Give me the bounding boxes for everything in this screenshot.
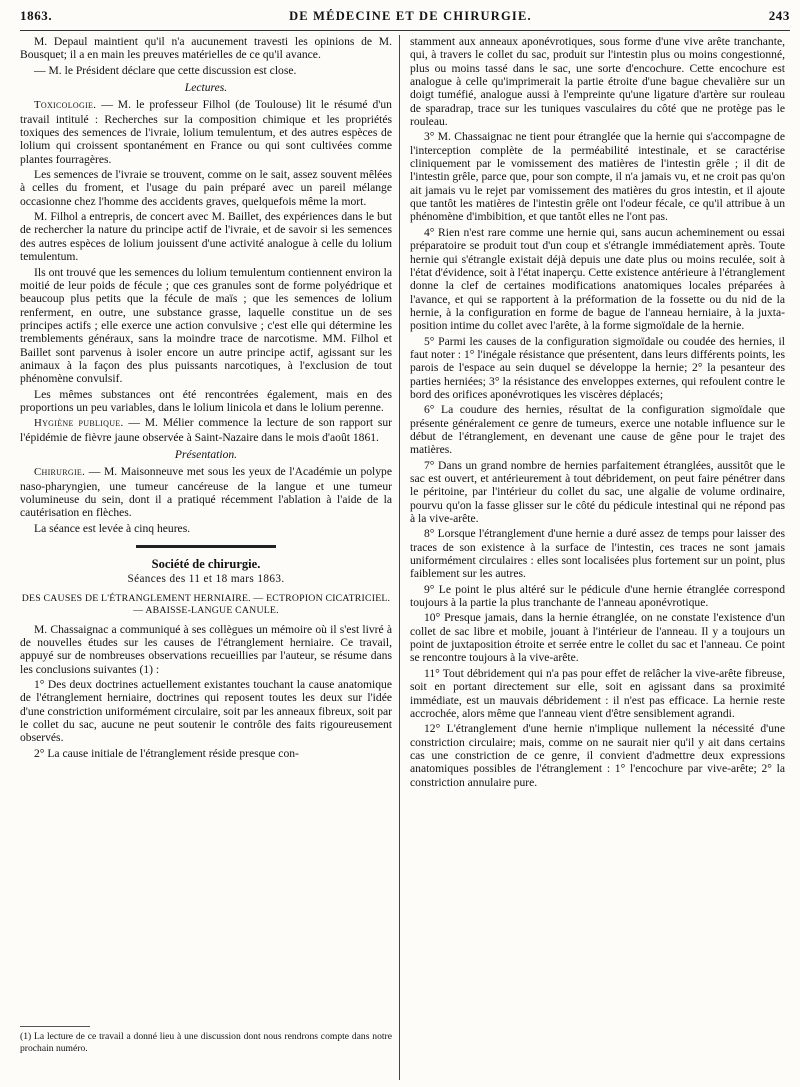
closing-line: La séance est levée à cinq heures. — [34, 521, 191, 535]
section-heading-lectures: Lectures. — [184, 81, 228, 95]
conclusion-12: 12° L'étranglement d'une hernie n'implique nullement la nécessité d'une constriction circulaire; mais, comme on ne saurait nier qu'il y ait dans certains cas une constriction de ce genre, il convient d'admettre deux expressions anatomiques possibles de l'étranglement : 1° l'encochure par vive-arête; 2° la constriction annulaire pure. — [410, 722, 785, 789]
rubric-label: Hygiène publique. — [34, 417, 124, 430]
rubric-text: — M. Maisonneuve met sous les yeux de l'Académie un polype naso-pharyngien, une tumeur cancéreuse de la langue et une tumeur volumineuse du sein, dont il a pratiqué récemment l'ablation à l'aide de la cautérisation en flèches. — [20, 465, 392, 520]
conclusion-7: 7° Dans un grand nombre de hernies parfaitement étranglées, aussitôt que le sac est ouvert, et antérieurement à tout débridement, on peut faire pénétrer dans le péritoine, par l'intérieur du collet du sac, une algalie de volume ordinaire, pourvu qu'on la fasse glisser sur le côté du pédicule intestinal qui ne répond pas à la vive-arête. — [410, 458, 785, 526]
conclusion-11: 11° Tout débridement qui n'a pas pour effet de relâcher la vive-arête fibreuse, soit en portant directement sur elle, soit en agissant dans sa proximité immédiate, est un mauvais débridement : il n'est pas efficace. La hernie reste accrochée, alors même que l'anneau vient d'être sensiblement agrandi. — [410, 666, 785, 720]
conclusion-6: 6° La coudure des hernies, résultat de la configuration sigmoïdale que présente généralement ce genre de tumeurs, exerce une notable influence sur le début de l'étranglement, en devenant une cause de gêne pour le trajet des matières. — [410, 403, 785, 457]
paragraph: stamment aux anneaux aponévrotiques, sous forme d'une vive arête tranchante, qui, à travers le collet du sac, produit sur l'intestin plus ou moins congestionné, plus ou moins tassé dans le sac, une sorte d'encochure. Cette encochure est analogue à celle qu'imprimerait la partie étroite d'une bague chevalière sur un doigt tuméfié, analogue aussi à l'empreinte qu'une ligature d'artère sur rouleau de sparadrap, trace sur les tuniques vasculaires du côté que ne protège pas le rouleau. — [410, 35, 785, 129]
topic-summary: DES CAUSES DE L'ÉTRANGLEMENT HERNIAIRE. — ECTROPION CICATRICIEL. — ABAISSE-LANGUE CANULE. — [21, 592, 391, 616]
paragraph: — M. le Président déclare que cette discussion est close. — [34, 63, 297, 77]
section-heading-presentation: Présentation. — [174, 447, 238, 461]
paragraph: M. Filhol a entrepris, de concert avec M. Baillet, des expériences dans le but de rechercher la nature du principe actif de l'ivraie, et de savoir si les semences des autres espèces de lolium jouissent d'une activité analogue à celle du lolium temulentum. — [20, 210, 392, 264]
conclusion-10: 10° Presque jamais, dans la hernie étranglée, on ne constate l'existence d'un collet de sac libre et mobile, jouant à l'intérieur de l'anneau. Il y a toujours un point de juxtaposition étroite et serrée entre le collet du sac et l'anneau. Ce point se rencontre toujours à la vive-arête. — [410, 611, 785, 665]
header-title: DE MÉDECINE ET DE CHIRURGIE. — [289, 9, 532, 23]
header-year: 1863. — [20, 8, 53, 23]
paragraph: M. Chassaignac a communiqué à ses collègues un mémoire où il s'est livré à de nouvelles études sur les causes de l'étranglement herniaire. Ce travail, appuyé sur de nombreuses observations recueillies par l'auteur, se résume dans les conclusions suivantes (1) : — [20, 622, 392, 676]
conclusion-9: 9° Le point le plus altéré sur le pédicule d'une hernie étranglée correspond toujours à la partie la plus tranchante de l'anneau aponévrotique. — [410, 582, 785, 610]
paragraph-toxicologie — [20, 98, 392, 166]
rubric-text: — M. le professeur Filhol (de Toulouse) lit le résumé d'un travail intitulé : Recherches sur la composition chimique et les propriétés toxiques des semences de l'ivraie, lolium temulentum, et des autres espèces de lolium qui croissent spontanément en France ou qui sont cultivées comme plantes fourragères. — [20, 98, 392, 166]
paragraph-chirurgie — [20, 465, 392, 519]
rubric-text: — M. Mélier commence la lecture de son rapport sur l'épidémie de fièvre jaune observée à Saint-Nazaire dans le mois d'août 1861. — [20, 416, 392, 444]
conclusion-5: 5° Parmi les causes de la configuration sigmoïdale ou coudée des hernies, il faut noter : 1° l'inégale résistance que présentent, dans leurs différents points, les parois de l'espace au sein duquel se développe la hernie; 2° la pesanteur des parties herniées; 3° la résistance des enveloppes externes, qui refoulent contre le bord des orifices aponévrotiques les viscères déplacés; — [410, 334, 785, 401]
session-dates: Séances des 11 et 18 mars 1863. — [127, 573, 285, 586]
section-rule — [136, 545, 276, 548]
paragraph: Ils ont trouvé que les semences du lolium temulentum contiennent environ la moitié de leur poids de fécule ; que ces granules sont de forme polyédrique et beaucoup plus petits que la fécule de maïs ; que les semences de lolium renferment, en outre, une substance grasse, laquelle constitue un de ses principes actifs ; elle exerce une action convulsive ; c'est elle qui détermine les tremblements généraux, sans la moindre trace de narcotisme. MM. Filhol et Baillet sont parvenus à isoler encore un autre principe actif, agissant sur les animaux à la façon des plus puissants narcotiques, à l'exclusion de tout phénomène convulsif. — [20, 265, 392, 386]
paragraph: Les mêmes substances ont été rencontrées également, mais en des proportions un peu variables, dans le lolium linicola et dans le lolium perenne. — [20, 387, 392, 414]
conclusion-3: 3° M. Chassaignac ne tient pour étranglée que la hernie qui s'accompagne de l'interception complète de la perméabilité intestinale, et se caractérise cliniquement par le vomissement des matières de l'intestin grêle ; il dit de l'intestin grêle, parce que, pour son compte, il n'a jamais vu, et ne croit pas qu'on ait jamais vu le rejet par vomissement des matières du gros intestin, et il ajoute que tantôt les matières de l'intestin grêle ont l'odeur fécale, ce qu'il attribue à un phénomène d'imbibition, et que tantôt elles ne l'ont pas. — [410, 130, 785, 224]
paragraph: 2° La cause initiale de l'étranglement réside presque con- — [34, 746, 299, 760]
paragraph: Les semences de l'ivraie se trouvent, comme on le sait, assez souvent mêlées à celles du froment, et l'usage du pain préparé avec un pareil mélange occasionne chez l'homme des accidents graves, quelquefois même la mort. — [20, 168, 392, 208]
header-page-number: 243 — [768, 8, 790, 23]
running-header — [20, 8, 790, 31]
footnote-rule — [20, 1026, 90, 1027]
paragraph-hygiene — [20, 416, 392, 444]
paragraph: M. Depaul maintient qu'il n'a aucunement travesti les opinions de M. Bousquet; il a en main les preuves matérielles de ce qu'il avance. — [20, 35, 392, 62]
society-title: Société de chirurgie. — [151, 557, 261, 572]
left-column — [20, 35, 392, 1080]
paragraph: 1° Des deux doctrines actuellement existantes touchant la cause anatomique de l'étranglement herniaire, doctrines qui reposent toutes les deux sur l'idée d'une constriction uniformément circulaire, soit par les anneaux fibreux, soit par le collet du sac, aucune ne peut soutenir le contrôle des faits rigoureusement observés. — [20, 678, 392, 745]
footnote — [20, 1026, 392, 1054]
rubric-label: Chirurgie. — [34, 466, 86, 479]
journal-page — [20, 8, 790, 1080]
conclusion-4: 4° Rien n'est rare comme une hernie qui, sans aucun acheminement ou essai préparatoire se produit tout d'un coup et s'étrangle immédiatement après. Toute hernie qui s'étrangle existait déjà depuis une date plus ou moins reculée, soit à l'état d'évidence, soit à l'état inaperçu. Cette existence antérieure à l'étranglement donne la clef de certaines modifications anatomiques locales préparées à l'avance, et qui se rapportent à la préformation de la fossette ou du nid de la hernie, à la configuration en forme de bague de l'anneau herniaire, à la juxta-position intime du collet avec l'arête, à la forme sigmoïdale de la hernie. — [410, 225, 785, 333]
right-column — [410, 35, 785, 1080]
rubric-label: Toxicologie. — [34, 99, 97, 112]
conclusion-8: 8° Lorsque l'étranglement d'une hernie a duré assez de temps pour laisser des traces de son existence à la surface de l'intestin, ces traces ne sont jamais uniformément circulaires : elles sont localisées plus fortement sur un point, plus faiblement sur les autres. — [410, 527, 785, 581]
footnote-text: (1) La lecture de ce travail a donné lieu à une discussion dont nous rendrons compte dans notre prochain numéro. — [20, 1031, 392, 1054]
